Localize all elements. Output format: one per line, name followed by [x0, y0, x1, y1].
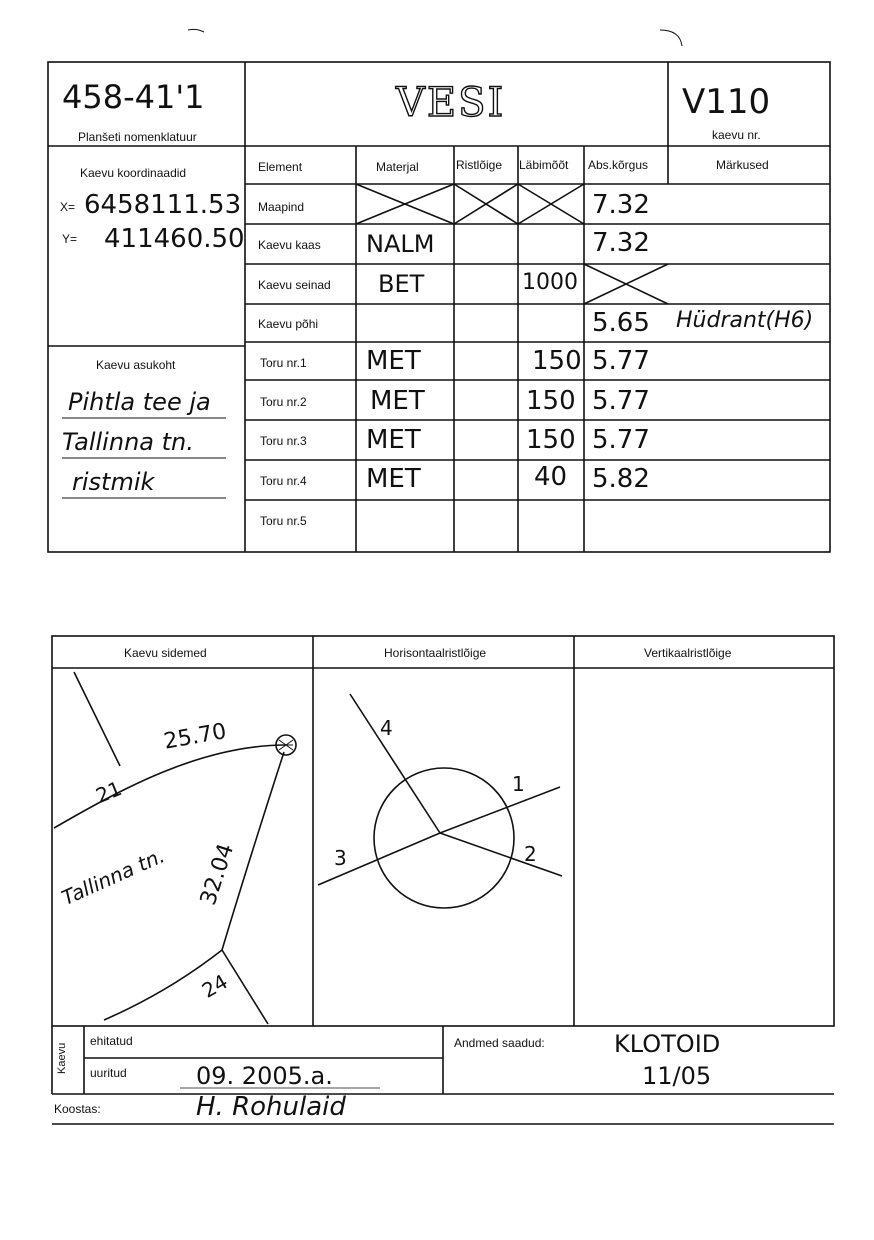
row-material: MET: [366, 425, 421, 455]
y-coord-value: 411460.50: [104, 224, 245, 254]
row-element: Toru nr.5: [260, 514, 307, 528]
pipe-label-4: 4: [380, 716, 393, 740]
row-material: MET: [366, 464, 421, 494]
map-sheet-label: Planšeti nomenklatuur: [78, 130, 197, 144]
row-diameter: 150: [526, 386, 576, 416]
horizontal-section-label: Horisontaalristlõige: [384, 646, 487, 660]
row-diameter: 40: [534, 462, 568, 492]
well-no-label: kaevu nr.: [712, 128, 761, 142]
x-coord-value: 6458111.53: [84, 190, 242, 220]
tie-distance-3: 32.04: [195, 840, 240, 909]
row-material: NALM: [366, 230, 435, 258]
row-element: Toru nr.2: [260, 395, 307, 409]
row-abs-height: 7.32: [592, 190, 650, 220]
compiled-by-value: H. Rohulaid: [196, 1092, 346, 1122]
pipe-label-3: 3: [334, 846, 347, 870]
tie-distance-1: 25.70: [162, 719, 229, 755]
surveyed-label: uuritud: [90, 1066, 127, 1080]
street-label: Tallinna tn.: [58, 843, 169, 910]
data-source-label: Andmed saadud:: [454, 1036, 545, 1050]
tie-distance-2: 21: [92, 776, 126, 808]
coordinates-label: Kaevu koordinaadid: [80, 166, 187, 180]
row-diameter: 150: [526, 425, 576, 455]
row-material: MET: [370, 386, 425, 416]
compiled-by-label: Koostas:: [54, 1102, 101, 1116]
row-abs-height: 5.77: [592, 346, 650, 376]
row-element: Toru nr.4: [260, 474, 307, 488]
well-no-value: V110: [682, 82, 771, 122]
row-material: MET: [366, 346, 421, 376]
row-abs-height: 7.32: [592, 228, 650, 258]
built-label: ehitatud: [90, 1034, 133, 1048]
location-line-1: Pihtla tee ja: [68, 388, 211, 416]
ties-section-label: Kaevu sidemed: [124, 646, 207, 660]
row-note: Hüdrant(H6): [676, 308, 814, 333]
data-source-date: 11/05: [642, 1062, 712, 1090]
pipe-label-2: 2: [524, 842, 537, 866]
y-coord-label: Y=: [62, 232, 78, 246]
row-element: Kaevu põhi: [258, 317, 319, 331]
row-diameter: 1000: [522, 270, 578, 295]
row-diameter: 150: [532, 346, 582, 376]
row-abs-height: 5.82: [592, 464, 650, 494]
well-marker-icon: [276, 735, 296, 755]
location-line-2: Tallinna tn.: [62, 428, 194, 456]
col-header-notes: Märkused: [716, 158, 769, 172]
row-element: Toru nr.3: [260, 434, 307, 448]
tie-distance-4: 24: [197, 969, 232, 1003]
footer-side-label: Kaevu: [56, 1042, 68, 1074]
col-header-element: Element: [258, 160, 303, 174]
location-label: Kaevu asukoht: [96, 358, 176, 372]
row-element: Maapind: [258, 200, 305, 214]
row-element: Toru nr.1: [260, 356, 307, 370]
row-abs-height: 5.77: [592, 386, 650, 416]
row-material: BET: [378, 270, 425, 298]
page-title: VESI: [396, 80, 506, 126]
col-header-cross-section: Ristlõige: [456, 158, 503, 172]
col-header-material: Materjal: [376, 160, 419, 174]
pipe-label-1: 1: [512, 772, 525, 796]
surveyed-value: 09. 2005.a.: [196, 1062, 333, 1090]
row-abs-height: 5.77: [592, 425, 650, 455]
row-element: Kaevu seinad: [258, 278, 331, 292]
location-line-3: ristmik: [72, 468, 155, 496]
col-header-abs-height: Abs.kõrgus: [588, 158, 649, 172]
x-coord-label: X=: [60, 200, 76, 214]
map-sheet-value: 458-41'1: [62, 78, 205, 116]
row-abs-height: 5.65: [592, 308, 650, 338]
col-header-diameter: Läbimõõt: [519, 158, 569, 172]
row-element: Kaevu kaas: [258, 238, 321, 252]
data-source-value: KLOTOID: [614, 1030, 721, 1058]
vertical-section-label: Vertikaalristlõige: [644, 646, 732, 660]
